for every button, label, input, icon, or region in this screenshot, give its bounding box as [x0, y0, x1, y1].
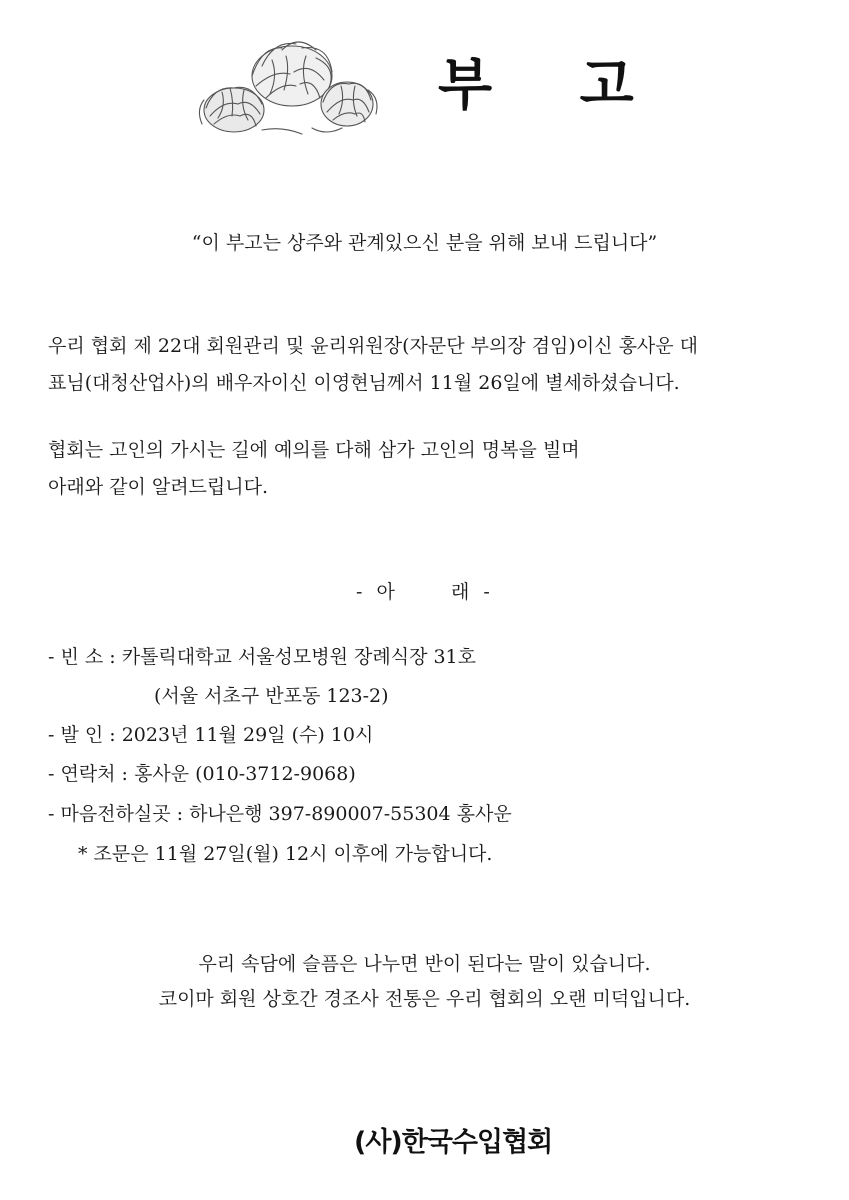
- page-title: 부 고: [438, 53, 668, 118]
- donation-account: - 마음전하실곳 : 하나은행 397-890007-55304 홍사운: [48, 803, 512, 825]
- organization-name: (사)한국수입협회: [354, 1127, 553, 1158]
- chrysanthemum-icon: [192, 30, 382, 142]
- section-heading: - 아 래 -: [356, 581, 490, 603]
- closing-line-2: 코이마 회원 상호간 경조사 전통은 우리 협회의 오랜 미덕입니다.: [158, 988, 691, 1010]
- departure-info: - 발 인 : 2023년 11월 29일 (수) 10시: [48, 724, 374, 746]
- funeral-hall-address: (서울 서초구 반포동 123-2): [154, 685, 389, 707]
- body-line-4: 아래와 같이 알려드립니다.: [48, 476, 269, 498]
- body-line-2: 표님(대청산업사)의 배우자이신 이영현님께서 11월 26일에 별세하셨습니다.: [48, 372, 680, 394]
- contact-info: - 연락처 : 홍사운 (010-3712-9068): [48, 763, 356, 785]
- condolence-note: * 조문은 11월 27일(월) 12시 이후에 가능합니다.: [78, 843, 493, 865]
- funeral-hall: - 빈 소 : 카톨릭대학교 서울성모병원 장례식장 31호: [48, 646, 477, 668]
- body-line-3: 협회는 고인의 가시는 길에 예의를 다해 삼가 고인의 명복을 빌며: [48, 439, 580, 461]
- closing-line-1: 우리 속담에 슬픔은 나누면 반이 된다는 말이 있습니다.: [198, 953, 651, 975]
- body-line-1: 우리 협회 제 22대 회원관리 및 윤리위원장(자문단 부의장 겸임)이신 홍사운 대: [48, 335, 699, 357]
- notice-text: “이 부고는 상주와 관계있으신 분을 위해 보내 드립니다”: [191, 232, 658, 254]
